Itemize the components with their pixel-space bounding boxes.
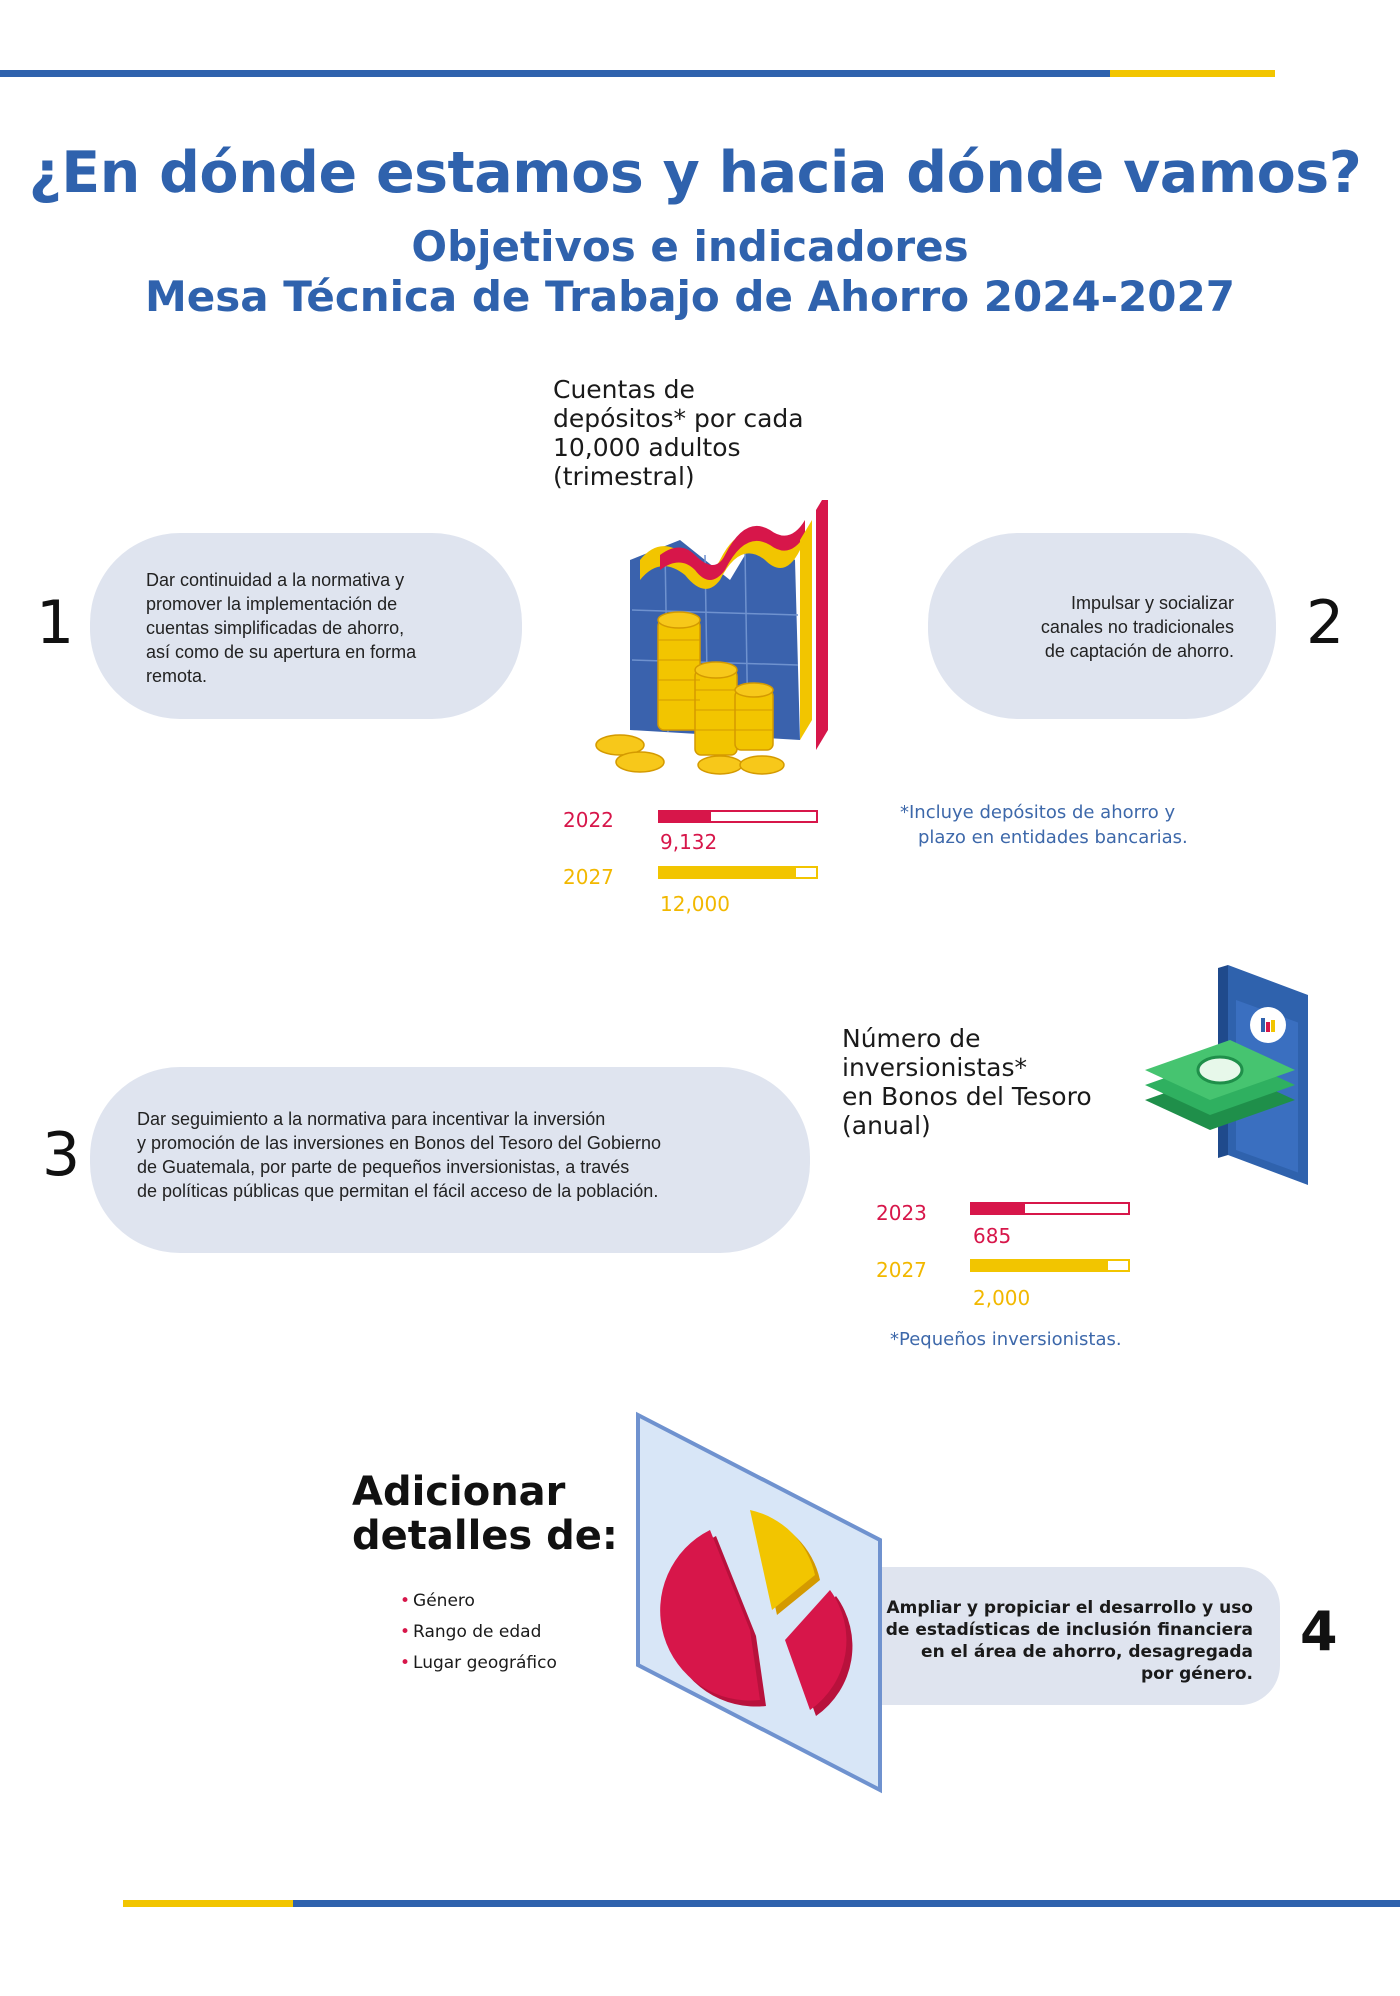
details-item-genero: • Género	[400, 1586, 557, 1617]
objective-3-number: 3	[42, 1120, 81, 1190]
indicator-1-value-2022: 9,132	[660, 830, 718, 854]
top-rule-blue	[0, 70, 1110, 77]
indicator-1-value-2027: 12,000	[660, 892, 730, 916]
indicator-1-title: Cuentas de depósitos* por cada 10,000 adultos (trimestral)	[553, 375, 804, 491]
indicator-1-bar-2027-fill	[660, 868, 796, 877]
indicator-2-bar-2027	[970, 1259, 1130, 1272]
indicator-1-year-2022: 2022	[563, 808, 614, 832]
objective-4-text: Ampliar y propiciar el desarrollo y uso de estadísticas de inclusión financiera en el área de ahorro, desagregada por género.	[885, 1598, 1253, 1684]
coins-chart-illustration	[590, 500, 840, 785]
indicator-1-year-2027: 2027	[563, 865, 614, 889]
details-item-rango-edad: • Rango de edad	[400, 1617, 557, 1648]
indicator-2-bar-2027-fill	[972, 1261, 1108, 1270]
indicator-2-year-2023: 2023	[876, 1201, 927, 1225]
indicator-2-note: *Pequeños inversionistas.	[890, 1329, 1122, 1350]
objective-2-number: 2	[1306, 588, 1345, 658]
details-item-lugar: • Lugar geográfico	[400, 1648, 557, 1679]
objective-4-number: 4	[1300, 1600, 1338, 1663]
objective-2-text: Impulsar y socializar canales no tradicionales de captación de ahorro.	[1040, 593, 1234, 661]
page-subtitle-line1: Objetivos e indicadores	[411, 222, 969, 271]
indicator-1-bar-2022-fill	[660, 812, 711, 821]
indicator-2-value-2023: 685	[973, 1224, 1012, 1248]
indicator-1-bar-2027	[658, 866, 818, 879]
indicator-2-bar-2023	[970, 1202, 1130, 1215]
top-rule-yellow	[1110, 70, 1275, 77]
indicator-2-value-2027: 2,000	[973, 1286, 1031, 1310]
indicator-2-bar-2023-fill	[972, 1204, 1025, 1213]
pie-chart-panel-illustration	[630, 1410, 890, 1795]
indicator-2-year-2027: 2027	[876, 1258, 927, 1282]
bottom-rule-blue	[293, 1900, 1400, 1907]
indicator-1-note: *Incluye depósitos de ahorro y plazo en entidades bancarias.	[900, 802, 1188, 848]
indicator-1-bar-2022	[658, 810, 818, 823]
details-title: Adicionar detalles de:	[352, 1469, 618, 1559]
phone-money-illustration	[1140, 960, 1315, 1190]
details-list	[400, 1586, 557, 1679]
objective-1-number: 1	[36, 588, 75, 658]
page-title: ¿En dónde estamos y hacia dónde vamos?	[28, 140, 1362, 206]
indicator-2-title: Número de inversionistas* en Bonos del Tesoro (anual)	[842, 1024, 1092, 1140]
page-subtitle-line2: Mesa Técnica de Trabajo de Ahorro 2024-2027	[145, 272, 1235, 321]
objective-1-text: Dar continuidad a la normativa y promover la implementación de cuentas simplificadas de ahorro, así como de su apertura en forma remota.	[146, 570, 417, 686]
bottom-rule-yellow	[123, 1900, 293, 1907]
objective-3-text: Dar seguimiento a la normativa para incentivar la inversión y promoción de las inversiones en Bonos del Tesoro del Gobierno de Guatemala, por parte de pequeños inversionistas, a través de políticas públicas que permitan el fácil acceso de la población.	[137, 1109, 661, 1201]
